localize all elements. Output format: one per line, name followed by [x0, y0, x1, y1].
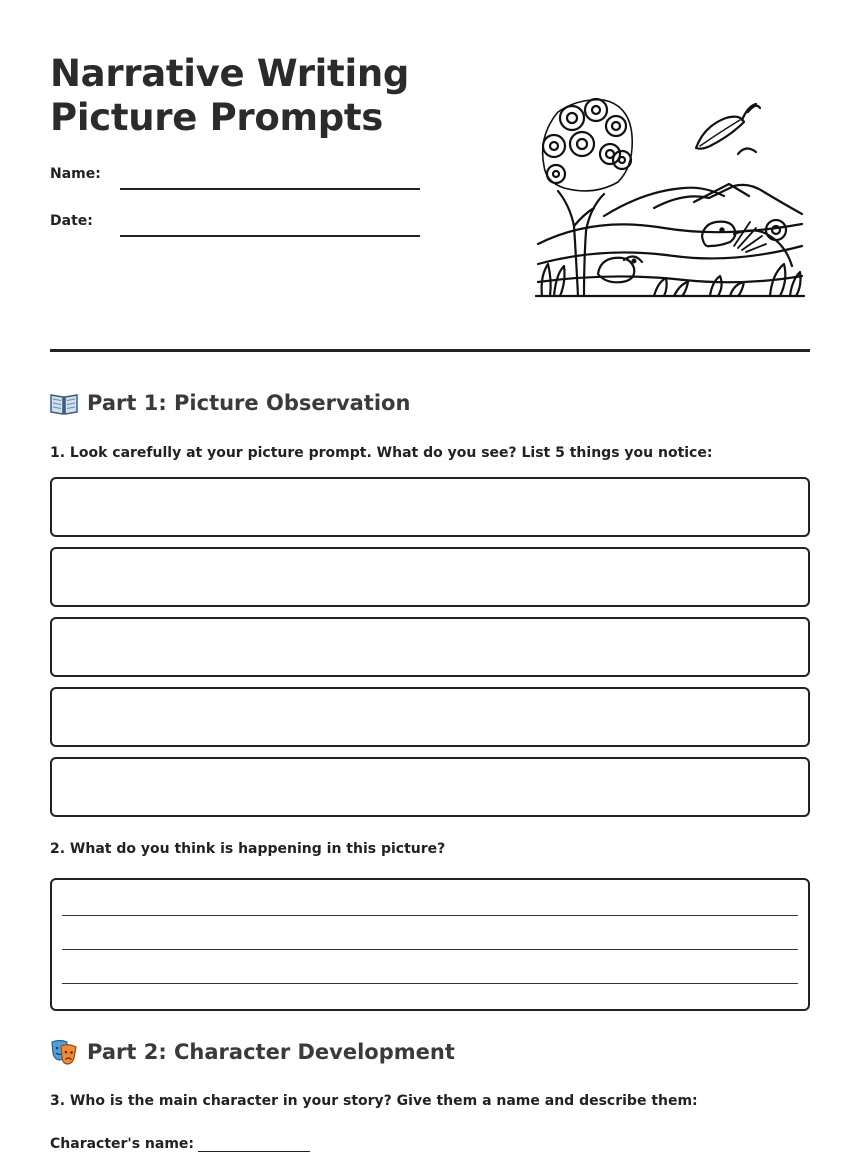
- observation-box-3[interactable]: [50, 617, 810, 677]
- part2-heading-text: Part 2: Character Development: [87, 1040, 455, 1064]
- part1-heading-text: Part 1: Picture Observation: [87, 391, 411, 415]
- date-label: Date:: [50, 213, 93, 229]
- character-name-field[interactable]: [50, 1136, 310, 1152]
- observation-box-4[interactable]: [50, 687, 810, 747]
- part2-heading: [50, 1038, 455, 1066]
- observation-box-1[interactable]: [50, 477, 810, 537]
- observation-box-2[interactable]: [50, 547, 810, 607]
- theater-masks-icon: [50, 1039, 78, 1065]
- happening-answer-box[interactable]: [50, 878, 810, 1011]
- title-line-2: Picture Prompts: [50, 96, 384, 139]
- character-name-blank[interactable]: [198, 1137, 310, 1152]
- date-underline: [120, 235, 420, 237]
- title-line-1: Narrative Writing: [50, 52, 410, 95]
- question-3: 3. Who is the main character in your story? Give them a name and describe them:: [50, 1093, 698, 1109]
- question-2: 2. What do you think is happening in this picture?: [50, 841, 446, 857]
- question-1: 1. Look carefully at your picture prompt. What do you see? List 5 things you notice:: [50, 445, 713, 461]
- observation-box-5[interactable]: [50, 757, 810, 817]
- writing-line: [62, 915, 798, 916]
- landscape-illustration-icon: [534, 96, 806, 300]
- writing-line: [62, 949, 798, 950]
- date-field[interactable]: [50, 213, 420, 243]
- name-label: Name:: [50, 166, 101, 182]
- name-field[interactable]: [50, 166, 420, 196]
- open-book-icon: [50, 390, 78, 416]
- character-name-label: Character's name:: [50, 1136, 195, 1152]
- worksheet-title: [50, 52, 409, 140]
- part1-heading: [50, 389, 410, 417]
- writing-line: [62, 983, 798, 984]
- name-underline: [120, 188, 420, 190]
- header-divider: [50, 349, 810, 352]
